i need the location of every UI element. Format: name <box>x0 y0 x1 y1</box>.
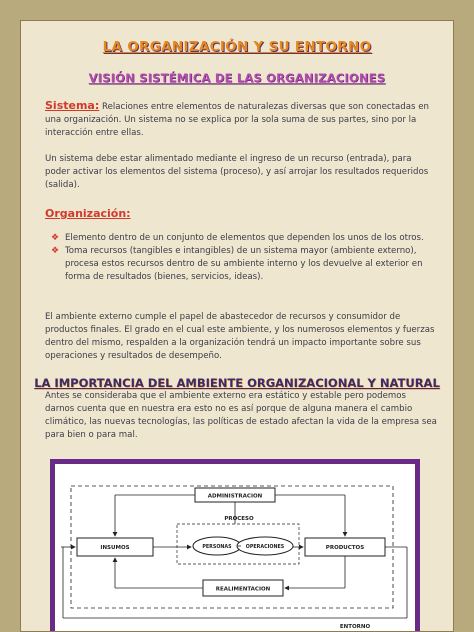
system-diagram <box>50 459 420 632</box>
administracion-label: ADMINISTRACION <box>207 493 263 500</box>
entorno-label: ENTORNO <box>339 624 371 630</box>
organizacion-bullet-list <box>51 232 439 284</box>
operaciones-label: OPERACIONES <box>245 545 285 550</box>
importancia-paragraph: Antes se consideraba que el ambiente externo era estático y estable pero podemos darnos cuenta que en nuestra era esto no es así porque de alguna manera el cambio climático, las nuevas tecnologías, las políticas de estado afectan la vida de la empresa sea para bien o para mal. <box>45 391 437 440</box>
system-paragraph: Un sistema debe estar alimentado mediante el ingreso de un recurso (entrada), para poder activar los elementos del sistema (proceso), y así arrojar los resultados requeridos (salida). <box>45 154 429 190</box>
bullet-item-2 <box>51 245 439 284</box>
document-page <box>20 20 454 632</box>
page-subtitle: VISIÓN SISTÉMICA DE LAS ORGANIZACIONES <box>88 71 386 85</box>
productos-label: PRODUCTOS <box>325 545 365 551</box>
system-diagram-svg <box>55 464 415 632</box>
insumos-label: INSUMOS <box>100 545 130 551</box>
realimentacion-label: REALIMENTACION <box>215 586 271 593</box>
proceso-label: PROCESO <box>224 516 254 522</box>
diamond-bullet-icon: ❖ <box>51 246 60 256</box>
bullet-item-1 <box>51 232 439 245</box>
sistema-heading: Sistema: <box>45 99 100 112</box>
diamond-bullet-icon: ❖ <box>51 233 60 243</box>
page-title: LA ORGANIZACIÓN Y SU ENTORNO <box>102 39 372 55</box>
personas-label: PERSONAS <box>202 545 232 550</box>
sistema-text: Relaciones entre elementos de naturalezas diversas que son conectadas en una organización. Un sistema no se explica por la sola suma de sus partes, sino por la interacción entre ellas. <box>45 102 429 138</box>
bullet-text-1: Elemento dentro de un conjunto de elementos que dependen los unos de los otros. <box>65 233 424 243</box>
bullet-text-2: Toma recursos (tangibles e intangibles) de un sistema mayor (ambiente externo), procesa estos recursos dentro de su ambiente interno y los devuelve al exterior en forma de resultados (bienes, servicios, ideas). <box>65 246 423 282</box>
organizacion-heading-block <box>45 207 131 220</box>
organizacion-heading: Organización: <box>45 207 131 220</box>
ambiente-paragraph: El ambiente externo cumple el papel de abastecedor de recursos y consumidor de productos finales. El grado en el cual este ambiente, y los numerosos elementos y fuerzas dentro del mismo, respalden a la organización tendrá un impacto importante sobre sus operaciones y resultados de desempeño. <box>45 312 435 361</box>
section-title: LA IMPORTANCIA DEL AMBIENTE ORGANIZACIONAL Y NATURAL <box>34 376 440 390</box>
sistema-paragraph <box>45 99 437 140</box>
